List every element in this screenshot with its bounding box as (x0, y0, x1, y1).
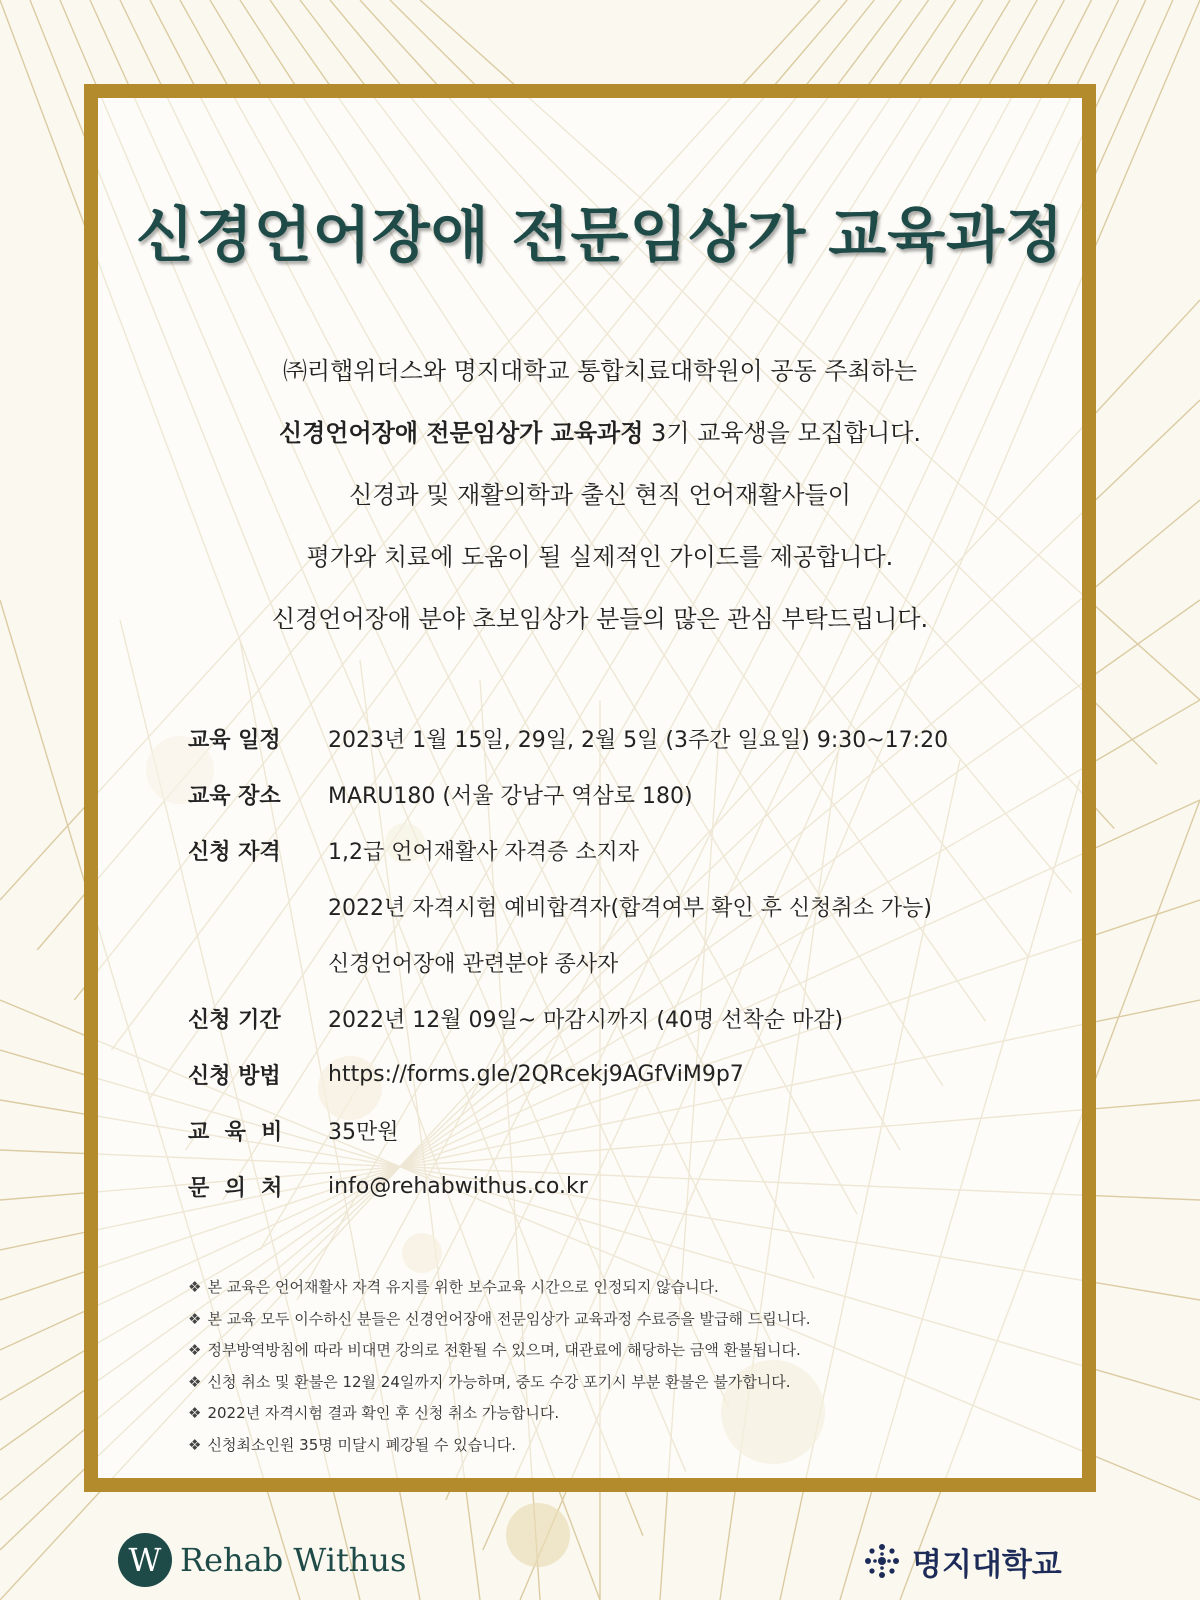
intro-line: 신경과 및 재활의학과 출신 현직 언어재활사들이 (349, 481, 851, 509)
rehab-withus-text: Rehab Withus (180, 1541, 407, 1579)
intro-line: 신경언어장애 분야 초보임상가 분들의 많은 관심 부탁드립니다. (271, 605, 929, 633)
intro-text (0, 340, 1200, 650)
info-row-eligibility-2 (188, 878, 1048, 934)
intro-line: ㈜리햅위더스와 명지대학교 통합치료대학원이 공동 주최하는 (282, 357, 918, 385)
bullet-icon: ❖ (188, 1278, 202, 1296)
page-title: 신경언어장애 전문임상가 교육과정 (135, 201, 1065, 271)
info-value: 2022년 12월 09일~ 마감시까지 (40명 선착순 마감) (328, 1007, 844, 1033)
info-label: 신청 자격 (188, 839, 281, 865)
bullet-icon: ❖ (188, 1309, 202, 1328)
info-label: 신청 기간 (188, 1007, 281, 1033)
bullet-icon: ❖ (188, 1372, 202, 1391)
rehab-withus-mark-icon: W (118, 1533, 172, 1587)
info-row-fee (188, 1102, 1048, 1158)
rehab-withus-logo (118, 1532, 406, 1588)
info-value: 35만원 (328, 1119, 399, 1145)
info-row-period (188, 990, 1048, 1046)
note-item: ❖ 본 교육은 언어재활사 자격 유지를 위한 보수교육 시간으로 인정되지 않습니다. (188, 1278, 719, 1296)
note-item: ❖ 본 교육 모두 이수하신 분들은 신경언어장애 전문임상가 교육과정 수료증을 발급해 드립니다. (188, 1309, 811, 1328)
info-row-eligibility-3 (188, 934, 1048, 990)
info-row-eligibility (188, 822, 1048, 878)
info-label: 교 육 비 (188, 1119, 283, 1145)
info-value: 2022년 자격시험 예비합격자(합격여부 확인 후 신청취소 가능) (328, 895, 932, 921)
info-row-method (188, 1046, 1048, 1102)
myongji-university-text: 명지대학교 (912, 1546, 1062, 1583)
contact-email[interactable]: info@rehabwithus.co.kr (328, 1173, 588, 1199)
info-row-contact (188, 1158, 1048, 1214)
info-row-schedule (188, 710, 1048, 766)
info-value: 2023년 1월 15일, 29일, 2월 5일 (3주간 일요일) 9:30~17:20 (328, 727, 949, 753)
myongji-emblem-icon (860, 1539, 904, 1583)
deco-circle (506, 1503, 570, 1567)
info-label: 신청 방법 (188, 1063, 281, 1089)
application-link[interactable]: https://forms.gle/2QRcekj9AGfViM9p7 (328, 1061, 744, 1087)
note-item: ❖ 신청 취소 및 환불은 12월 24일까지 가능하며, 중도 수강 포기시 부분 환불은 불가합니다. (188, 1372, 791, 1391)
note-item: ❖ 정부방역방침에 따라 비대면 강의로 전환될 수 있으며, 대관료에 해당하는 금액 환불됩니다. (188, 1341, 801, 1359)
info-table (188, 710, 1048, 1214)
info-label: 교육 일정 (188, 727, 281, 753)
notes-list (188, 1272, 1048, 1461)
info-value: MARU180 (서울 강남구 역삼로 180) (328, 783, 693, 809)
intro-line: 신경언어장애 전문임상가 교육과정 3기 교육생을 모집합니다. (278, 419, 922, 447)
info-row-location (188, 766, 1048, 822)
myongji-university-logo (860, 1535, 1062, 1587)
info-value: 1,2급 언어재활사 자격증 소지자 (328, 839, 639, 865)
info-value: 신경언어장애 관련분야 종사자 (328, 951, 619, 977)
note-item: ❖ 신청최소인원 35명 미달시 폐강될 수 있습니다. (188, 1435, 516, 1454)
info-label: 문 의 처 (188, 1175, 283, 1201)
bullet-icon: ❖ (188, 1435, 202, 1454)
bullet-icon: ❖ (188, 1341, 202, 1359)
info-label: 교육 장소 (188, 783, 281, 809)
note-item: ❖ 2022년 자격시험 결과 확인 후 신청 취소 가능합니다. (188, 1404, 560, 1422)
intro-line: 평가와 치료에 도움이 될 실제적인 가이드를 제공합니다. (306, 543, 894, 571)
bullet-icon: ❖ (188, 1404, 202, 1422)
